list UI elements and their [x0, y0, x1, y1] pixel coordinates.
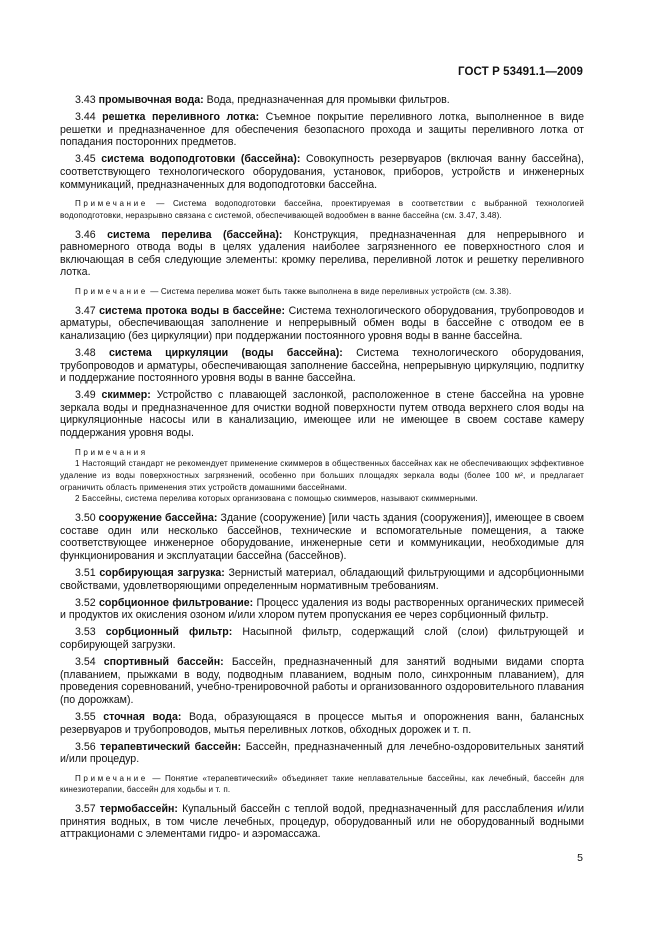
term-name: скиммер: — [101, 389, 151, 402]
note-3-45 — [60, 198, 584, 221]
term-name: терапевтический бассейн: — [100, 740, 242, 753]
term-definition: Вода, предназначенная для промывки фильтров. — [206, 94, 450, 106]
term-number: 3.56 — [75, 740, 96, 753]
term-3-53 — [60, 626, 584, 651]
term-definition: Вода, образующаяся в процессе мытья и опорожнения ванн, балансных резервуаров и трубопроводов, мытья переливных лотков, обходных дорожек и т. п. — [60, 710, 584, 736]
term-3-49 — [60, 389, 584, 439]
note-text: Система водоподготовки бассейна, проектируемая в соответствии с выбранной технологией водоподготовки, неразрывно связана с системой, обеспечивающей водообмен в ванне бассейна (см. 3.47, 3.48). — [60, 199, 584, 220]
term-definition: Здание (сооружение) [или часть здания (сооружения)], имеющее в своем составе один или несколько бассейнов, технические и вспомогательные помещения, а также соответствующее инженерное оборудование, инженерные сети и коммуникации, необходимые для функционирования и эксплуатации бассейна (бассейнов). — [60, 512, 584, 562]
note-text: Система перелива может быть также выполнена в виде переливных устройств (см. 3.38). — [160, 286, 512, 296]
term-number: 3.55 — [75, 710, 96, 723]
term-name: система циркуляции (воды бассейна): — [108, 346, 343, 359]
note-dash: — — [147, 286, 161, 296]
term-number: 3.49 — [75, 389, 96, 402]
term-3-52 — [60, 597, 584, 622]
term-number: 3.54 — [75, 656, 96, 669]
note-3-56 — [60, 773, 584, 796]
note-label: Примечание — [75, 286, 148, 296]
document-header: ГОСТ Р 53491.1—2009 — [458, 66, 583, 78]
term-definition: Устройство с плавающей заслонкой, расположенное в стене бассейна на уровне зеркала воды и предназначенное для очистки водной поверхности путем отвода верхнего слоя воды на циркуляционные насосы или в канализацию, имеющее или не имеющее в своем составе камеру поддержания уровня воды. — [60, 389, 584, 439]
note-label: Примечание — [75, 773, 148, 783]
term-number: 3.48 — [75, 346, 96, 359]
term-name: система водоподготовки (бассейна): — [101, 153, 301, 166]
term-number: 3.51 — [75, 566, 96, 579]
term-definition: Система технологического оборудования, трубопроводов и арматуры, обеспечивающая заполнение бассейна, непрерывную циркуляцию, подпитку и поддержание постоянного уровня воды в ванне бассейна. — [60, 346, 584, 385]
term-number: 3.44 — [75, 111, 96, 124]
term-3-46 — [60, 229, 584, 279]
term-number: 3.46 — [75, 228, 96, 241]
note-label: Примечание — [75, 199, 148, 209]
term-definition: Конструкция, предназначенная для непрерывного и равномерного отвода воды в целях удаления наиболее загрязненного ее поверхностного слоя и включающая в себя следующие элементы: кромку перелива, переливной лоток и решетку переливного лотка. — [60, 228, 584, 279]
term-definition: Насыпной фильтр, содержащий слой (слои) фильтрующей и сорбирующей загрузки. — [60, 626, 584, 651]
term-definition: Съемное покрытие переливного лотка, выполненное в виде решетки и предназначенное для обеспечения безопасного прохода и защиты переливного лотка от попадания посторонних предметов. — [60, 111, 584, 149]
note-dash: — — [147, 773, 166, 783]
term-number: 3.43 — [75, 94, 96, 106]
term-3-47 — [60, 305, 584, 343]
note-item-2: 2 Бассейны, система перелива которых организована с помощью скиммеров, называют скиммерными. — [75, 494, 478, 504]
term-3-43 — [60, 94, 584, 107]
term-name: термобассейн: — [99, 803, 178, 816]
term-number: 3.53 — [75, 626, 96, 639]
term-number: 3.47 — [75, 304, 96, 317]
term-3-50 — [60, 512, 584, 562]
term-definition: Система технологического оборудования, трубопроводов и арматуры, обеспечивающая заполнение и непрерывный обмен воды в бассейне с отводом ее в канализацию (без циркуляции) при поддержании постоянного уровня воды в ванне бассейна. — [60, 304, 584, 342]
term-definition: Процесс удаления из воды растворенных органических примесей и продуктов их окисления озоном и/или хлором путем пропускания ее через сорбционный фильтр. — [60, 596, 584, 622]
term-3-56 — [60, 741, 584, 766]
note-dash: — — [147, 199, 173, 209]
term-name: спортивный бассейн: — [103, 656, 224, 669]
term-number: 3.45 — [75, 153, 96, 166]
term-name: сорбционное фильтрование: — [98, 596, 254, 609]
notes-heading — [60, 447, 584, 459]
term-3-54 — [60, 656, 584, 706]
term-definition: Совокупность резервуаров (включая ванну бассейна), соответствующего технологического оборудования, установок, приборов, устройств и инженерных коммуникаций, предназначенных для водоподготовки бассейна. — [60, 153, 584, 191]
note-item-1: 1 Настоящий стандарт не рекомендует применение скиммеров в общественных бассейнах как не обеспечивающих эффективное удаление из воды поверхностных загрязнений, особенно при больших площадях зеркала воды (более 100 м², и предлагает ограничить область применения этих устройств домашними бассейнами. — [60, 459, 584, 492]
term-number: 3.57 — [75, 803, 96, 816]
term-name: система протока воды в бассейне: — [99, 304, 286, 317]
notes-label: Примечания — [75, 447, 148, 457]
note-3-46 — [60, 286, 584, 298]
term-number: 3.52 — [75, 596, 96, 609]
note-text: Понятие «терапевтический» объединяет такие неплавательные бассейны, как лечебный, бассейн для кинезиотерапии, бассейн для ходьбы и т. п. — [60, 773, 585, 795]
term-name: решетка переливного лотка: — [102, 111, 260, 124]
term-definition: Бассейн, предназначенный для занятий водными видами спорта (плаванием, прыжками в воду, подводным плаванием, водным поло, синхронным плаванием), для проведения соревнований, учебно-тренировочной работы и организованного оздоровительного плавания (по дорожкам). — [60, 656, 584, 706]
term-name: промывочная вода: — [98, 94, 204, 106]
term-number: 3.50 — [75, 512, 96, 525]
document-body — [60, 94, 584, 845]
term-3-57 — [60, 803, 584, 841]
term-name: сточная вода: — [103, 710, 182, 723]
term-3-55 — [60, 711, 584, 736]
term-definition: Купальный бассейн с теплой водой, предназначенный для расслабления и/или принятия водных, в том числе лечебных, процедур, оборудованный или не оборудованный водными аттракционами с элементами гидро- и аэромассажа. — [60, 803, 584, 841]
term-3-48 — [60, 347, 584, 385]
term-3-51 — [60, 567, 584, 592]
term-name: сорбирующая загрузка: — [99, 566, 225, 579]
notes-3-49 — [60, 447, 584, 506]
term-name: система перелива (бассейна): — [107, 228, 283, 241]
term-3-45 — [60, 153, 584, 191]
term-3-44 — [60, 111, 584, 149]
term-definition: Зернистый материал, обладающий фильтрующими и адсорбционными свойствами, удовлетворяющими определенным нормативным требованиям. — [60, 566, 584, 592]
term-name: сооружение бассейна: — [98, 512, 218, 525]
term-definition: Бассейн, предназначенный для лечебно-оздоровительных занятий и/или процедур. — [60, 740, 584, 766]
page-number: 5 — [577, 852, 583, 864]
term-name: сорбционный фильтр: — [105, 626, 233, 639]
